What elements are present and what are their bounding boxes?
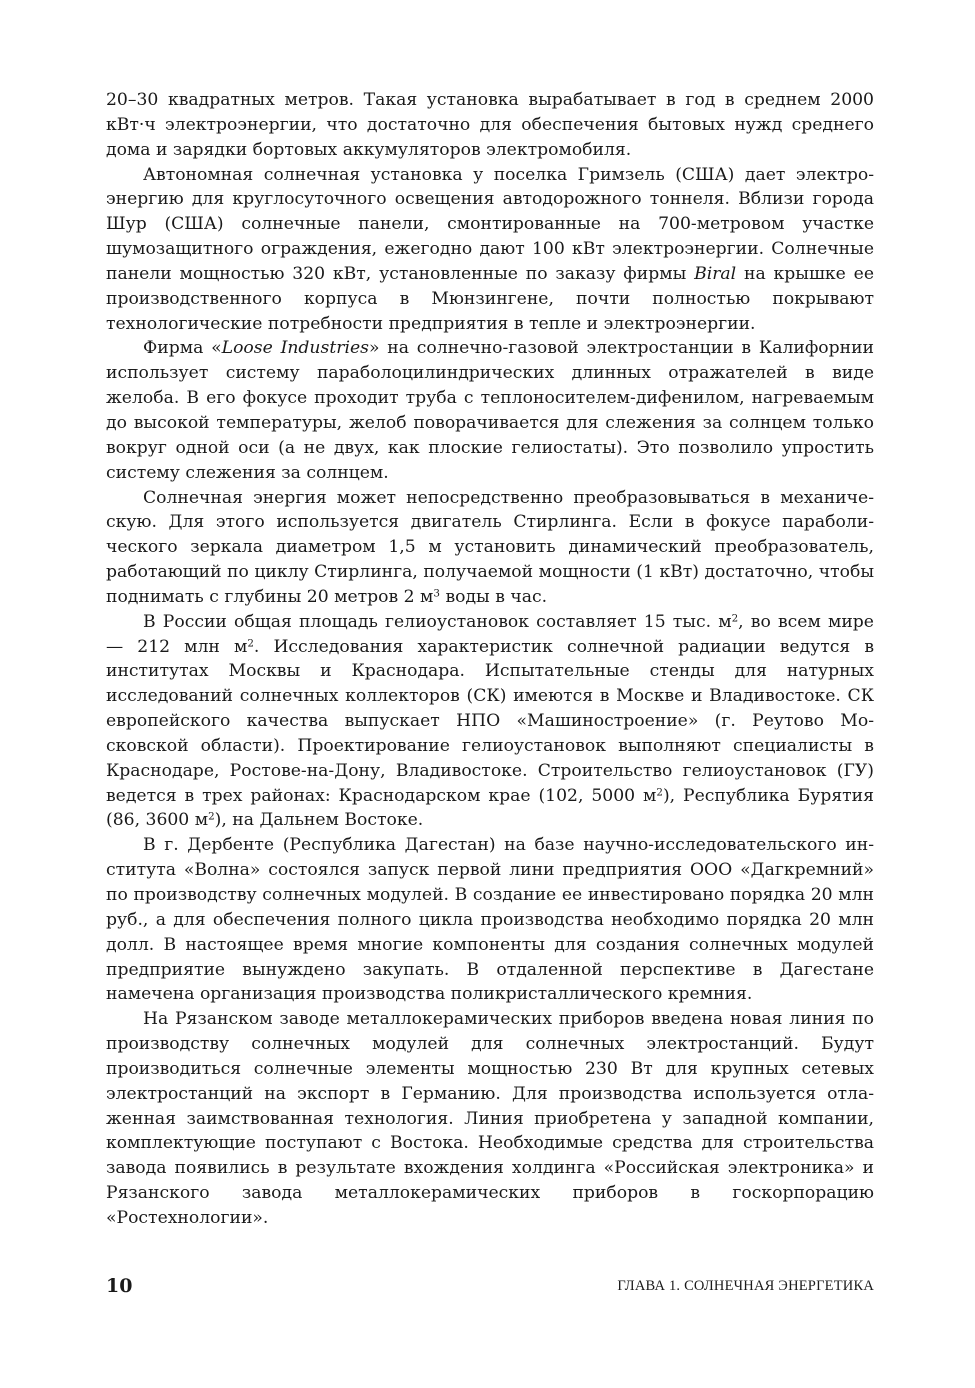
paragraph-text: Автономная солнечная установка у поселка Гримзель (США) дает электроэнергию для круглосуточного освещения автодорожного тоннеля. Вблизи города Шур (США) солнечные панели, смонтированные на 700-метровом участке шумозащитного ограждения, ежегодно дают 100 кВт электроэнергии. Солнечные панели мощностью 320 кВт, установленные по заказу фирмы [106,164,874,284]
paragraph-text: воды в час. [439,586,548,607]
paragraph [106,486,874,610]
paragraph-text: В России общая площадь гелиоустановок составляет 15 тыс. м [143,611,732,632]
running-head: ГЛАВА 1. СОЛНЕЧНАЯ ЭНЕРГЕТИКА [617,1278,874,1294]
paragraph-text: , во всем мире — 212 млн м [106,611,874,657]
paragraph-text: ), Республика Бурятия (86, 3600 м [106,785,874,831]
superscript: 2 [208,810,215,823]
paragraph-text: Солнечная энергия может непосредственно преобразовываться в механическую. Для этого используется двигатель Стирлинга. Если в фокусе параболического зеркала диаметром 1,5 м установить динамический преобразователь, работающий по циклу Стирлинга, получаемой мощности (1 кВт) достаточно, чтобы поднимать с глубины 20 метров 2 м [106,487,874,607]
paragraph [106,1007,874,1231]
italic-text: Loose Industries [221,338,369,359]
superscript: 2 [656,785,663,798]
page-number: 10 [106,1275,133,1297]
paragraph-text: ), на Дальнем Востоке. [214,810,424,831]
paragraph-text: На Рязанском заводе металлокерамических приборов введена новая линия по производству солнечных модулей для солнечных электростанций. Будут производиться солнечные элементы мощностью 230 Вт для крупных сетевых электростанций на экспорт в Германию. Для производства используется отлаженная заимствованная технология. Линия приобретена у западной компании, комплектующие поступают с Востока. Необходимые средства для строительства завода появились в результате вхождения холдинга «Российская электроника» и Рязанского завода металлокерамических приборов в госкорпорацию «Ростехнологии». [106,1009,874,1228]
paragraph-text: В г. Дербенте (Республика Дагестан) на базе научно-исследовательского института «Волна» состоялся запуск первой лини предприятия ООО «Дагкремний» по производству солнечных модулей. В создание ее инвестировано порядка 20 млн руб., а для обеспечения полного цикла производства необходимо порядка 20 млн долл. В настоящее время многие компоненты для создания солнечных модулей предприятие вынуждено закупать. В отдаленной перспективе в Дагестане намечена организация производства поликристаллического кремния. [106,835,874,1005]
paragraph [106,833,874,1007]
page-body [106,88,874,1231]
paragraph [106,163,874,337]
paragraph [106,88,874,163]
superscript: 2 [247,636,254,649]
italic-text: Biral [694,263,737,284]
superscript: 3 [433,587,440,600]
paragraph [106,336,874,485]
paragraph [106,610,874,834]
paragraph-text: Фирма « [143,338,222,359]
paragraph-text: 20–30 квадратных метров. Такая установка вырабатывает в год в среднем 2000 кВт·ч электроэнергии, что достаточно для обеспечения бытовых нужд среднего дома и зарядки бортовых аккумуляторов электромобиля. [106,90,874,160]
superscript: 2 [731,612,739,625]
paragraph-text: на крышке ее производственного корпуса в Мюнзингене, почти полностью покрывают технологические потребности предприятия в тепле и электроэнергии. [106,263,874,334]
paragraph-text: . Исследования характеристик солнечной радиации ведутся в институтах Москвы и Краснодара. Испытательные стенды для натурных исследований солнечных коллекторов (СК) имеются в Москве и Владивостоке. СК европейского качества выпускает НПО «Машиностроение» (г. Реутово Московской области). Проектирование гелиоустановок выполняют специалисты в Краснодаре, Ростове-на-Дону, Владивостоке. Строительство гелиоустановок (ГУ) ведется в трех районах: Краснодарском крае (102, 5000 м [106,636,875,806]
paragraph-text: » на солнечно-газовой электростанции в Калифорнии использует систему параболоцилиндрических длинных отражателей в виде желоба. В его фокусе проходит труба с теплоносителем-дифенилом, нагреваемым до высокой температуры, желоб поворачивается для слежения за солнцем только вокруг одной оси (а не двух, как плоские гелиостаты). Это позволило упростить систему слежения за солнцем. [106,338,874,483]
page-footer [106,1275,874,1299]
